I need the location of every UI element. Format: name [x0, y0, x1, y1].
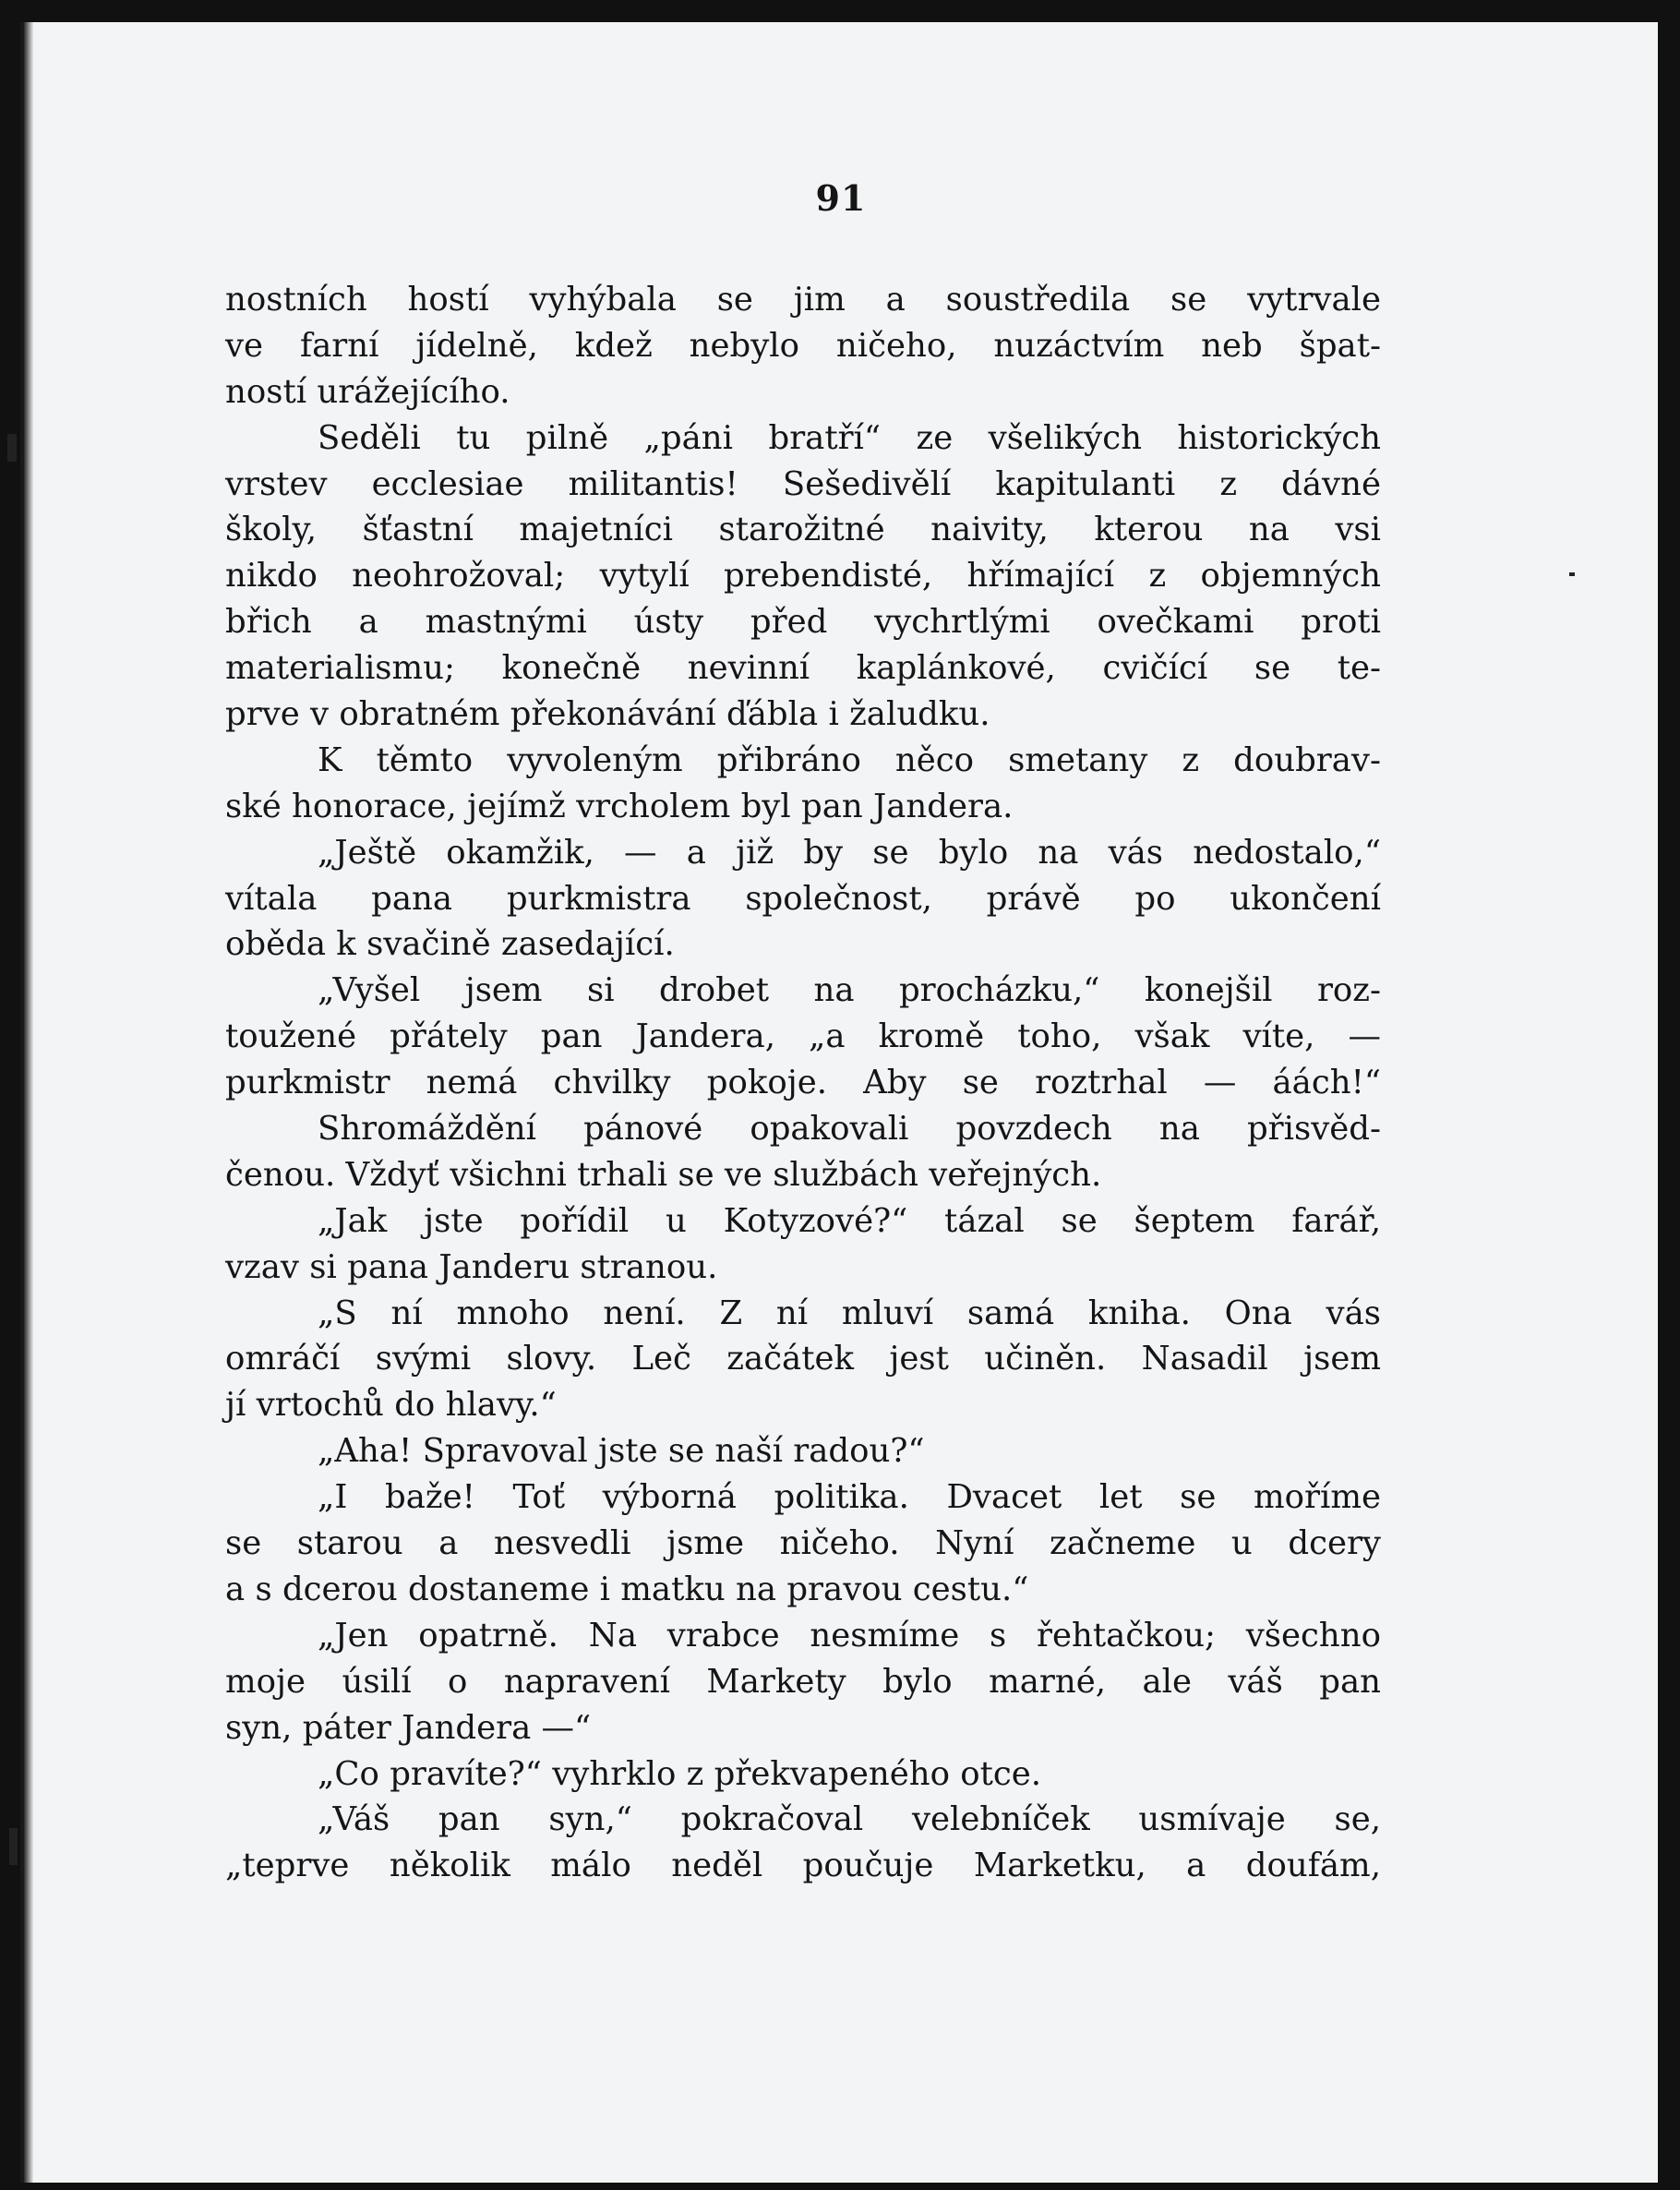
- text-line: „Jak jste pořídil u Kotyzové?“ tázal se šeptem farář,: [318, 1201, 1381, 1240]
- text-line: školy, šťastní majetníci starožitné naivity, kterou na vsi: [225, 511, 1381, 549]
- text-line: „Váš pan syn,“ pokračoval velebníček usmívaje se,: [318, 1800, 1381, 1839]
- text-line: Shromáždění pánové opakovali povzdech na přisvěd-: [318, 1110, 1381, 1149]
- text-line: jí vrtochů do hlavy.“: [225, 1386, 557, 1425]
- text-line: prve v obratném překonávání ďábla i žaludku.: [225, 695, 990, 734]
- scan-speck: [1569, 572, 1575, 576]
- text-line: nikdo neohrožoval; vytylí prebendisté, hřímající z objemných: [225, 557, 1381, 596]
- page-binding-edge: [24, 22, 33, 2183]
- text-line: vrstev ecclesiae militantis! Sešedivělí kapitulanti z dávné: [225, 464, 1381, 503]
- text-line: břich a mastnými ústy před vychrtlými ovečkami proti: [225, 603, 1381, 642]
- page-number: 91: [815, 177, 867, 219]
- text-line: se starou a nesvedli jsme ničeho. Nyní začneme u dcery: [225, 1524, 1381, 1563]
- text-line: vzav si pana Janderu stranou.: [225, 1247, 718, 1286]
- text-line: materialismu; konečně nevinní kaplánkové, cvičící se te-: [225, 649, 1381, 688]
- text-line: „I bažе! Toť výborná politika. Dvacet let se moříme: [318, 1478, 1381, 1517]
- text-line: purkmistr nemá chvilky pokoje. Aby se roztrhal — áách!“: [225, 1064, 1381, 1102]
- text-line: čenou. Vždyť všichni trhali se ve službách veřejných.: [225, 1155, 1102, 1194]
- text-line: „Vyšel jsem si drobet na procházku,“ konejšil roz-: [318, 971, 1381, 1010]
- text-line: toužené přátely pan Jandera, „a kromě toho, však víte, —: [225, 1017, 1381, 1056]
- text-line: a s dcerou dostaneme i matku na pravou cestu.“: [225, 1570, 1029, 1608]
- text-line: moje úsilí o napravení Markety bylo marné, ale váš pan: [225, 1662, 1381, 1701]
- text-line: omráčí svými slovy. Leč začátek jest učiněn. Nasadil jsem: [225, 1340, 1381, 1378]
- text-line: oběda k svačině zasedající.: [225, 925, 675, 964]
- text-line: nostních hostí vyhýbala se jim a soustředila se vytrvale: [225, 281, 1381, 319]
- text-line: ností urážejícího.: [225, 372, 510, 411]
- text-line: Seděli tu pilně „páni bratří“ ze všelikých historických: [318, 418, 1381, 457]
- scan-mark: [9, 1828, 18, 1865]
- text-line: ve farní jídelně, kdež nebylo ničeho, nuzáctvím neb špat-: [225, 326, 1381, 365]
- text-line: „S ní mnoho není. Z ní mluví samá kniha. Ona vás: [318, 1294, 1381, 1332]
- text-line: syn, páter Jandera —“: [225, 1708, 592, 1747]
- text-line: ské honorace, jejímž vrcholem byl pan Jandera.: [225, 787, 1014, 825]
- text-line: vítala pana purkmistra společnost, právě po ukončení: [225, 879, 1381, 918]
- text-line: „Aha! Spravoval jste se naší radou?“: [318, 1432, 925, 1471]
- text-line: „Ještě okamžik, — a již by se bylo na vás nedostalo,“: [318, 833, 1381, 872]
- page-text: [225, 277, 1381, 1889]
- text-line: „Co pravíte?“ vyhrklo z překvapeného otce.: [318, 1754, 1042, 1793]
- scan-mark: [7, 434, 17, 462]
- text-line: „Jen opatrně. Na vrabce nesmíme s řehtačkou; všechno: [318, 1616, 1381, 1655]
- book-page: [20, 22, 1658, 2183]
- text-line: K těmto vyvoleným přibráno něco smetany z doubrav-: [318, 740, 1381, 779]
- text-line: „teprve několik málo neděl poučuje Marketku, a doufám,: [225, 1847, 1381, 1885]
